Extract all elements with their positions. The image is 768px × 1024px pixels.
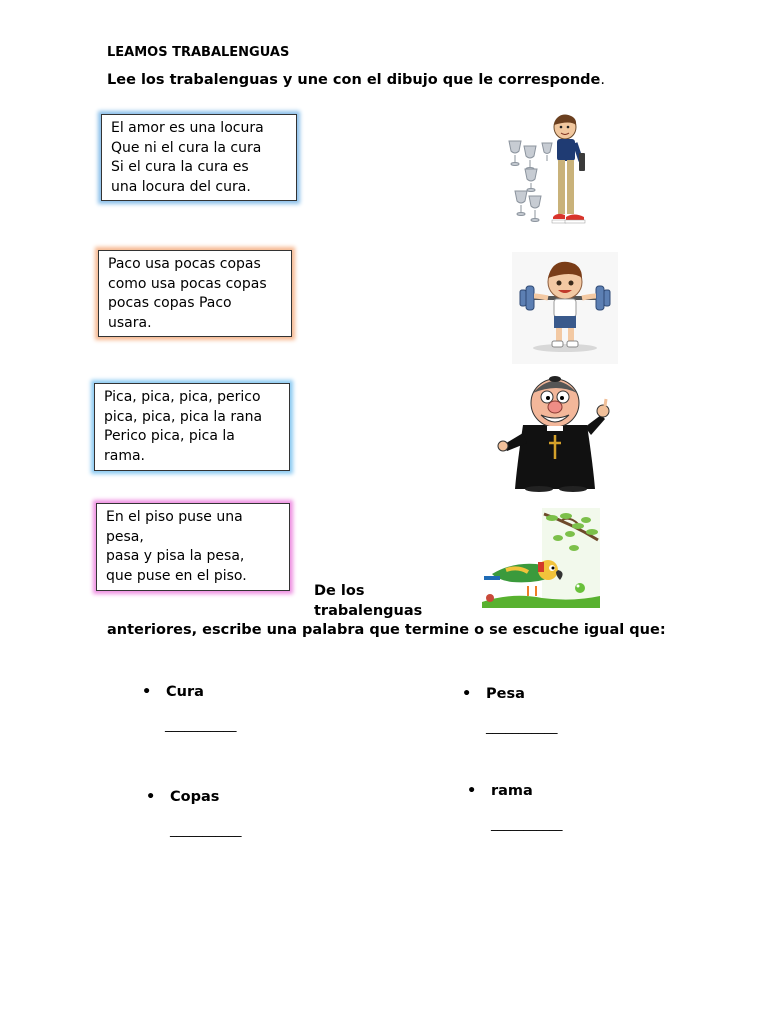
- twister-line: El amor es una locura: [111, 120, 264, 136]
- instruction-text: Lee los trabalenguas y une con el dibujo que le corresponde.: [107, 72, 605, 88]
- tongue-twister-box-4: [96, 503, 290, 591]
- bullet-icon: •: [142, 684, 152, 700]
- twister-line: Paco usa pocas copas: [108, 256, 261, 272]
- bullet-icon: •: [462, 686, 472, 702]
- tongue-twister-box-3: [94, 383, 290, 471]
- question-text-part1: De los trabalenguas: [314, 583, 423, 619]
- twister-line: pasa y pisa la pesa,: [106, 548, 245, 564]
- twister-line: pesa,: [106, 528, 144, 545]
- bullet-icon: •: [146, 789, 156, 805]
- twister-line: como usa pocas copas: [108, 275, 267, 292]
- answer-blank-cura[interactable]: ___________: [165, 718, 237, 733]
- boy-with-cups-image: [505, 113, 595, 235]
- word-label: Copas: [170, 789, 220, 805]
- twister-line: Que ni el cura la cura: [111, 139, 262, 156]
- answer-blank-rama[interactable]: ___________: [491, 817, 563, 832]
- twister-line: rama.: [104, 447, 146, 464]
- weightlifter-boy-image: [512, 252, 618, 364]
- word-label: Pesa: [486, 686, 525, 702]
- tongue-twister-box-2: [98, 250, 292, 337]
- tongue-twister-box-1: [101, 114, 297, 201]
- twister-line: usara.: [108, 314, 152, 331]
- word-label: Cura: [166, 684, 204, 700]
- priest-image: [497, 375, 611, 493]
- page-title: LEAMOS TRABALENGUAS: [107, 45, 290, 60]
- word-label: rama: [491, 783, 533, 799]
- twister-line: pica, pica, pica la rana: [104, 408, 263, 425]
- twister-line: Perico pica, pica la: [104, 428, 235, 444]
- twister-line: una locura del cura.: [111, 178, 251, 195]
- twister-line: Si el cura la cura es: [111, 159, 249, 175]
- twister-line: que puse en el piso.: [106, 567, 247, 584]
- question-text-part2: anteriores, escribe una palabra que termine o se escuche igual que:: [107, 622, 666, 638]
- answer-blank-pesa[interactable]: ___________: [486, 720, 558, 735]
- twister-line: Pica, pica, pica, perico: [104, 389, 261, 405]
- parrot-branch-image: [482, 508, 600, 610]
- bullet-icon: •: [467, 783, 477, 799]
- twister-line: pocas copas Paco: [108, 295, 232, 311]
- twister-line: En el piso puse una: [106, 509, 243, 525]
- answer-blank-copas[interactable]: ___________: [170, 823, 242, 838]
